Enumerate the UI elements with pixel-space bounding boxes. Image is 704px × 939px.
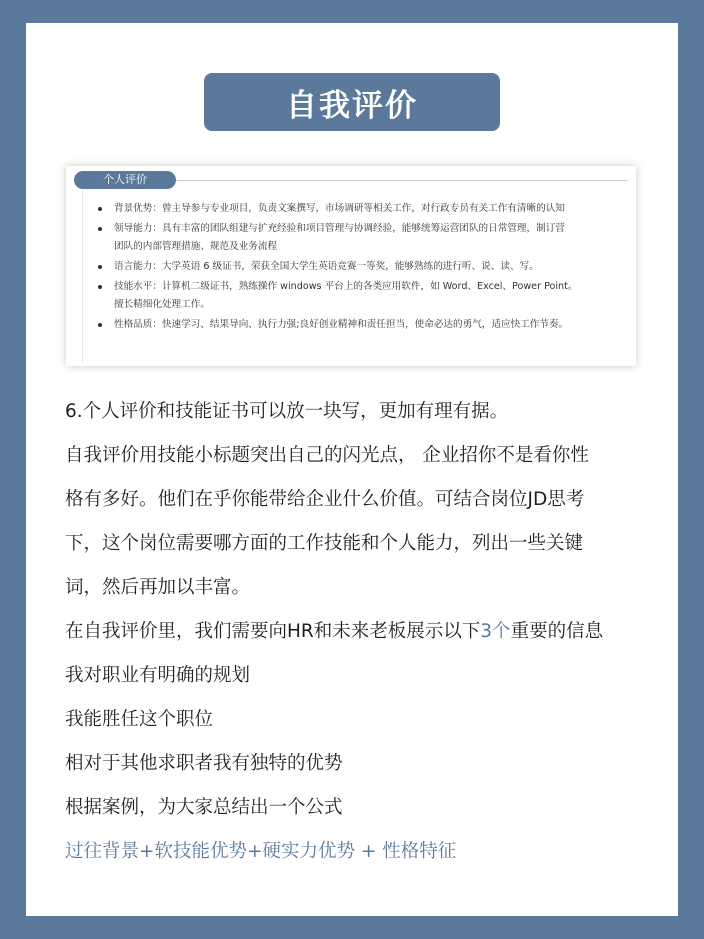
point-item: 相对于其他求职者我有独特的优势	[65, 753, 343, 774]
article-heading: 6.个人评价和技能证书可以放一块写，更加有理有据。	[65, 401, 509, 422]
item-line: 技能水平：计算机二级证书，熟练操作 windows 平台上的各类应用软件，如 Word、Excel、Power Point。	[114, 281, 578, 292]
list-item	[96, 258, 632, 276]
list-item	[96, 316, 632, 334]
point-item: 我能胜任这个职位	[65, 709, 214, 730]
highlight-count: 3个	[480, 621, 511, 642]
bullet-icon	[98, 323, 102, 327]
item-line: 背景优势：曾主导参与专业项目，负责文案撰写，市场调研等相关工作，对行政专员有关工作有清晰的认知	[114, 203, 565, 214]
paragraph-line: 下，这个岗位需要哪方面的工作技能和个人能力，列出一些关键	[65, 533, 584, 554]
paragraph-line: 自我评价用技能小标题突出自己的闪光点， 企业招你不是看你性	[65, 445, 589, 466]
section-label: 个人评价	[74, 171, 176, 189]
item-line: 团队的内部管理措施、规范及业务流程	[114, 241, 278, 252]
bullet-icon	[98, 207, 102, 211]
resume-excerpt	[66, 166, 636, 366]
paragraph-text: 在自我评价里，我们需要向HR和未来老板展示以下	[65, 621, 481, 642]
paragraph-info	[65, 617, 675, 647]
paragraph-text: 重要的信息	[510, 621, 604, 642]
bullet-icon	[98, 285, 102, 289]
formula-text: 过往背景+软技能优势+硬实力优势 + 性格特征	[65, 841, 457, 862]
bullet-icon	[98, 265, 102, 269]
evaluation-list	[96, 200, 632, 334]
item-line: 语言能力：大学英语 6 级证书，荣获全国大学生英语竞赛一等奖，能够熟练的进行听、说、读、写。	[114, 261, 539, 272]
page-title: 自我评价	[204, 73, 500, 131]
paragraph-line: 格有多好。他们在乎你能带给企业什么价值。可结合岗位JD思考	[65, 489, 585, 510]
point-item: 我对职业有明确的规划	[65, 665, 251, 686]
item-line: 擅长精细化处理工作。	[114, 299, 210, 310]
list-item	[96, 220, 632, 256]
list-item	[96, 200, 632, 218]
timeline-line	[82, 190, 83, 362]
summary-text: 根据案例，为大家总结出一个公式	[65, 797, 343, 818]
bullet-icon	[98, 227, 102, 231]
item-line: 性格品质：快速学习、结果导向、执行力强;良好创业精神和责任担当，使命必达的勇气，适应快工作节奏。	[114, 319, 569, 330]
content-card	[26, 23, 678, 916]
paragraph-line: 词，然后再加以丰富。	[65, 577, 251, 598]
item-line: 领导能力：具有丰富的团队组建与扩充经验和项目管理与协调经验，能够统筹运营团队的日常管理，制订营	[114, 223, 565, 234]
paragraph-intro	[65, 441, 675, 603]
article-body	[65, 397, 675, 867]
list-item	[96, 278, 632, 314]
